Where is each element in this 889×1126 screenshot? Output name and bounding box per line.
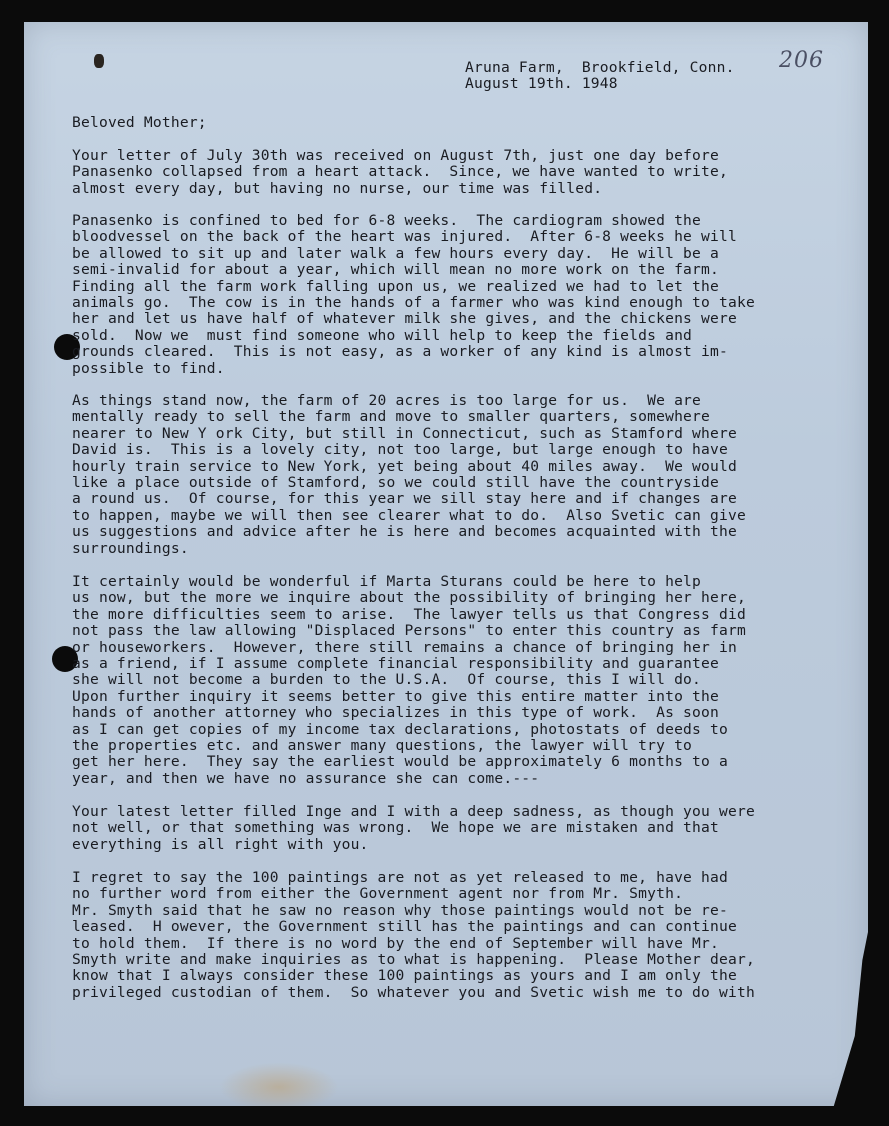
letter-header	[465, 60, 735, 93]
letter-date: August 19th. 1948	[465, 75, 618, 93]
paper-stain	[219, 1062, 339, 1106]
salutation: Beloved Mother;	[72, 114, 207, 131]
torn-edge	[832, 922, 868, 1106]
paragraph-3: As things stand now, the farm of 20 acres is too large for us. We are mentally ready to sell the farm and move to smaller quarters, somewhere nearer to New Y ork City, but still in Connecticut, such as Stamford where David is. This is a lovely city, not too large, but large enough to have hourly train service to New York, yet being about 40 miles away. We would like a place outside of Stamford, so we could still have the countryside a round us. Of course, for this year we sill stay here and if changes are to happen, maybe we will then see clearer what to do. Also Svetic can give us suggestions and advice after he is here and becomes acquainted with the surroundings.	[72, 392, 746, 557]
sender-address: Aruna Farm, Brookfield, Conn.	[465, 59, 735, 76]
paragraph-5: Your latest letter filled Inge and I with a deep sadness, as though you were not well, or that something was wrong. We hope we are mistaken and that everything is all right with you.	[72, 803, 755, 853]
ink-speck	[94, 54, 104, 68]
paragraph-2: Panasenko is confined to bed for 6-8 weeks. The cardiogram showed the bloodvessel on the back of the heart was injured. After 6-8 weeks he will be allowed to sit up and later walk a few hours every day. He will be a semi-invalid for about a year, which will mean no more work on the farm. Finding all the farm work falling upon us, we realized we had to let the animals go. The cow is in the hands of a farmer who was kind enough to take her and let us have half of whatever milk she gives, and the chickens were sold. Now we must find someone who will help to keep the fields and grounds cleared. This is not easy, as a worker of any kind is almost im- possible to find.	[72, 212, 755, 377]
paragraph-6: I regret to say the 100 paintings are not as yet released to me, have had no further word from either the Government agent nor from Mr. Smyth. Mr. Smyth said that he saw no reason why those paintings would not be re- leased. H owever, the Government still has the paintings and can continue to hold them. If there is no word by the end of September will have Mr. Smyth write and make inquiries as to what is happening. Please Mother dear, know that I always consider these 100 paintings as yours and I am only the privileged custodian of them. So whatever you and Svetic wish me to do with	[72, 869, 755, 1001]
paragraph-4: It certainly would be wonderful if Marta Sturans could be here to help us now, but the more we inquire about the possibility of bringing her here, the more difficulties seem to arise. The lawyer tells us that Congress did not pass the law allowing "Displaced Persons" to enter this country as farm or houseworkers. However, there still remains a chance of bringing her in as a friend, if I assume complete financial responsibility and guarantee she will not become a burden to the U.S.A. Of course, this I will do. Upon further inquiry it seems better to give this entire matter into the hands of another attorney who specializes in this type of work. As soon as I can get copies of my income tax declarations, photostats of deeds to the properties etc. and answer many questions, the lawyer will try to get her here. They say the earliest would be approximately 6 months to a year, and then we have no assurance she can come.---	[72, 573, 746, 787]
letter-page	[24, 22, 868, 1106]
folio-number: 206	[779, 48, 824, 73]
paragraph-1: Your letter of July 30th was received on August 7th, just one day before Panasenko collapsed from a heart attack. Since, we have wanted to write, almost every day, but having no nurse, our time was filled.	[72, 147, 728, 197]
